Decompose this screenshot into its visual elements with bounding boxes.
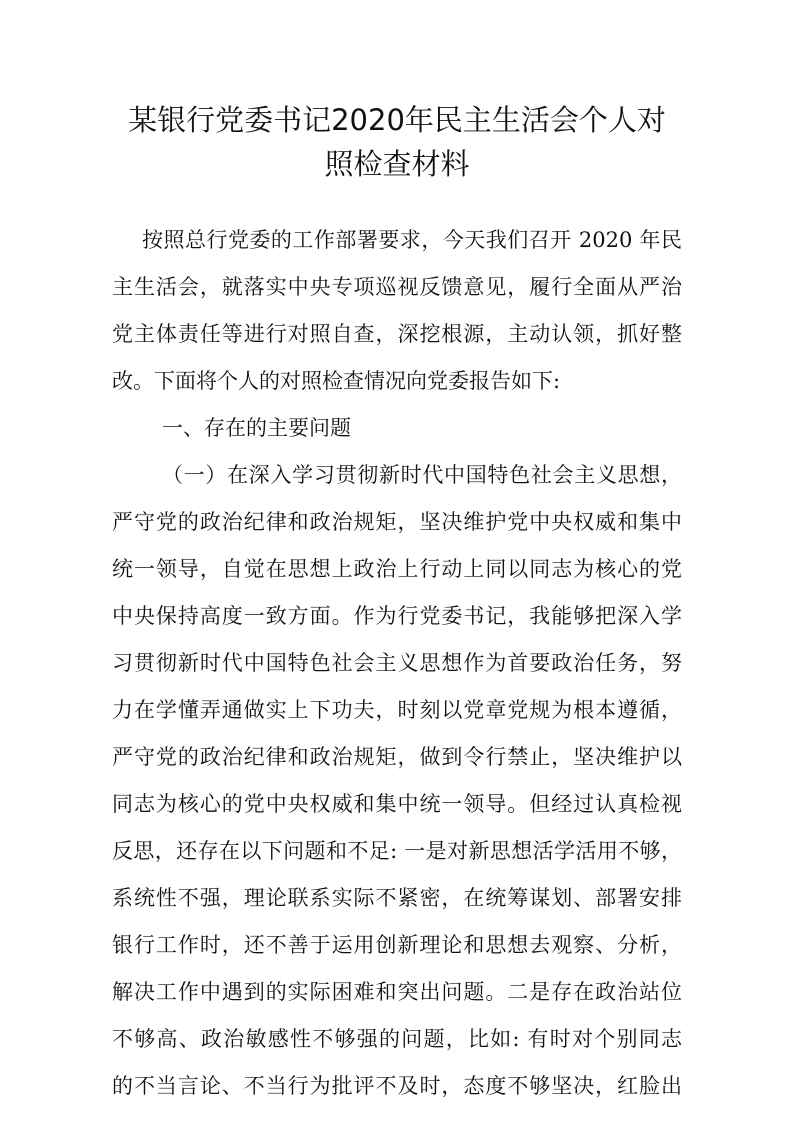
section-heading: 一、存在的主要问题 [162, 416, 351, 440]
body-line: 反思，还存在以下问题和不足: 一是对新思想活学活用不够， [112, 839, 682, 863]
body-line: 的不当言论、不当行为批评不及时，态度不够坚决，红脸出 [112, 1074, 682, 1098]
body-line: 严守党的政治纪律和政治规矩，做到令行禁止，坚决维护以 [112, 745, 682, 769]
body-line: 系统性不强，理论联系实际不紧密，在统筹谋划、部署安排 [112, 886, 682, 910]
body-line: 银行工作时，还不善于运用创新理论和思想去观察、分析， [112, 933, 682, 957]
body-line: 党主体责任等进行对照自查，深挖根源，主动认领，抓好整 [112, 322, 682, 346]
body-line: 主生活会，就落实中央专项巡视反馈意见，履行全面从严治 [112, 275, 682, 299]
document-title-line-2: 照检查材料 [324, 147, 470, 181]
body-line: 严守党的政治纪律和政治规矩，坚决维护党中央权威和集中 [112, 510, 682, 534]
body-line: 解决工作中遇到的实际困难和突出问题。二是存在政治站位 [112, 980, 682, 1004]
body-line: 同志为核心的党中央权威和集中统一领导。但经过认真检视 [112, 792, 682, 816]
body-line: （一）在深入学习贯彻新时代中国特色社会主义思想， [162, 463, 682, 487]
body-line: 改。下面将个人的对照检查情况向党委报告如下: [112, 369, 561, 393]
body-line: 习贯彻新时代中国特色社会主义思想作为首要政治任务，努 [112, 651, 682, 675]
body-line: 按照总行党委的工作部署要求，今天我们召开 2020 年民 [142, 228, 682, 252]
body-line: 力在学懂弄通做实上下功夫，时刻以党章党规为根本遵循， [112, 698, 682, 722]
body-line: 中央保持高度一致方面。作为行党委书记，我能够把深入学 [112, 604, 682, 628]
body-line: 统一领导，自觉在思想上政治上行动上同以同志为核心的党 [112, 557, 682, 581]
body-line: 不够高、政治敏感性不够强的问题，比如: 有时对个别同志 [112, 1027, 682, 1051]
document-title-line-1: 某银行党委书记2020年民主生活会个人对 [128, 103, 666, 137]
